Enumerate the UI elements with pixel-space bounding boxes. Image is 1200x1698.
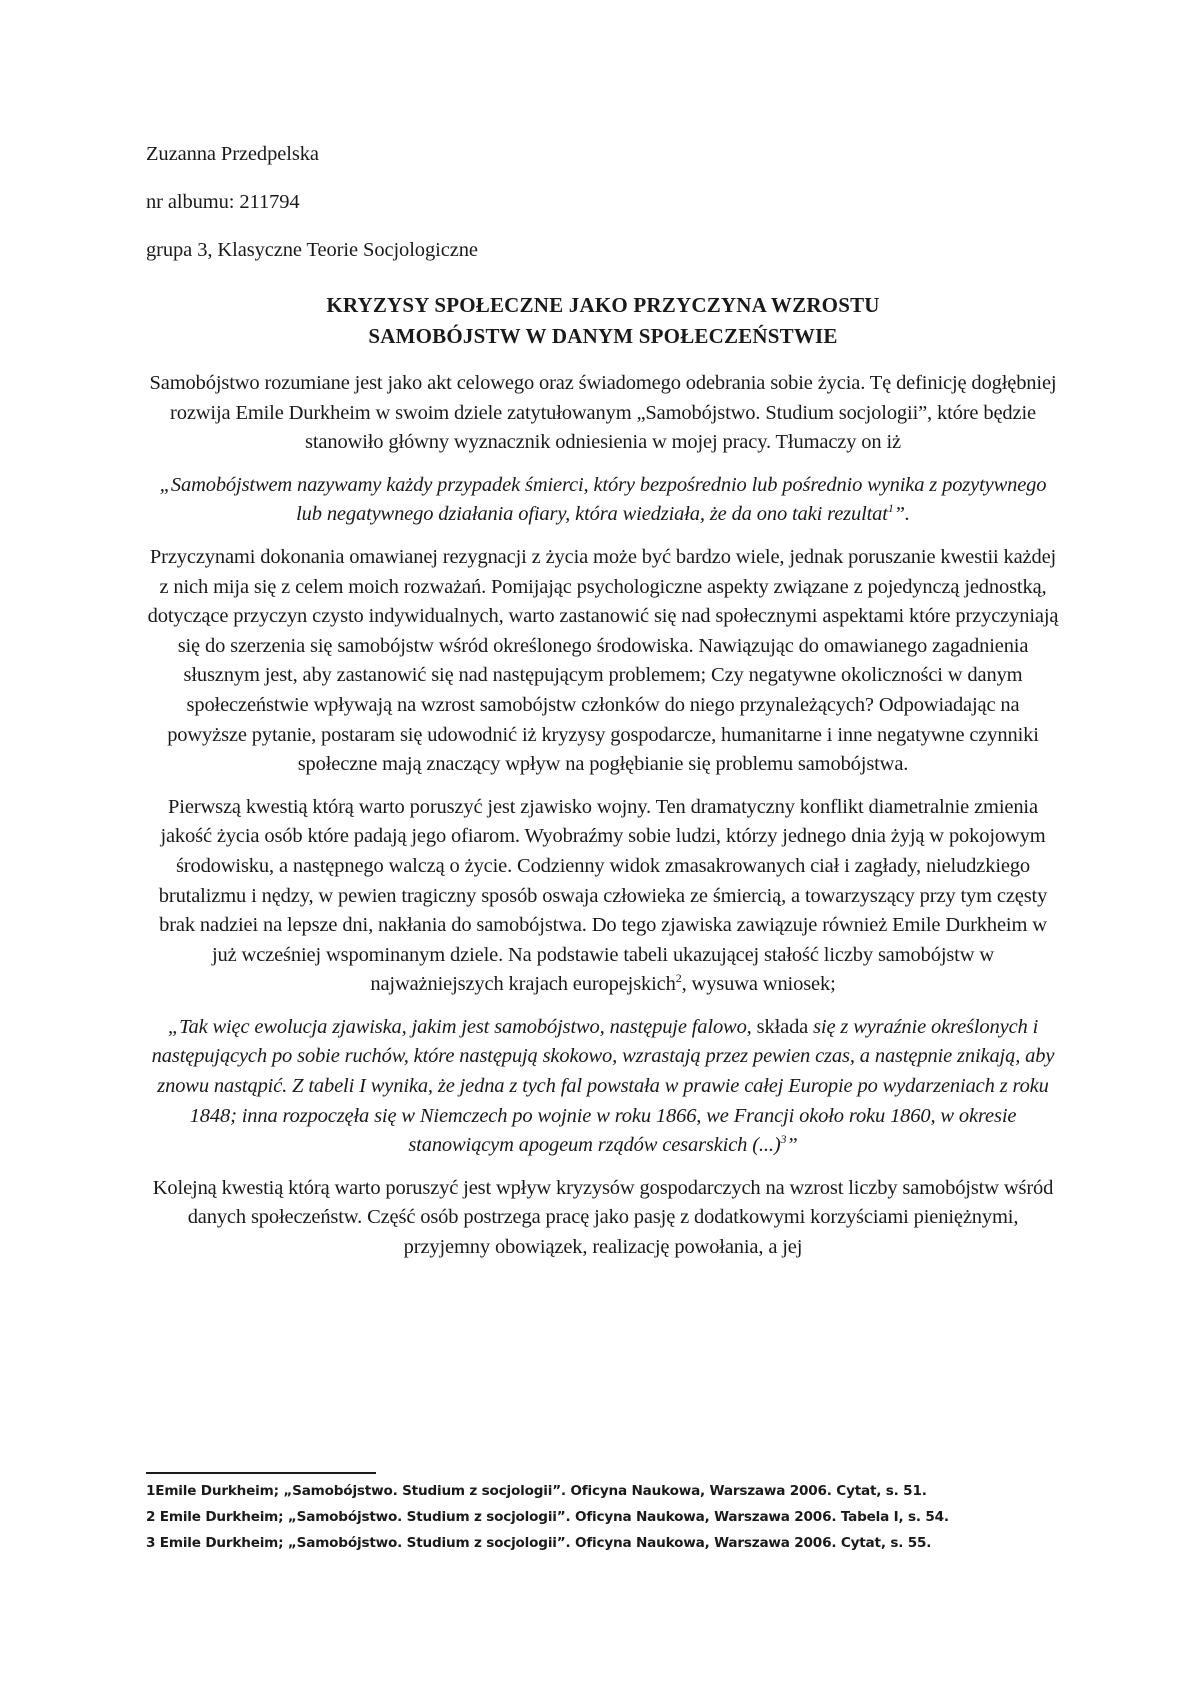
- album-number: nr albumu: 211794: [146, 191, 300, 213]
- quote-definition-text: „Samobójstwem nazywamy każdy przypadek śmierci, który bezpośrednio lub pośrednio wynika z pozytywnego lub negatywnego działania ofiary, która wiedziała, że da ono taki rezultat: [159, 473, 1047, 526]
- footnote-1: 1Emile Durkheim; „Samobójstwo. Studium z socjologii”. Oficyna Naukowa, Warszawa 2006. Cytat, s. 51.: [146, 1483, 927, 1499]
- quote-waves-part-b: składa: [756, 1015, 809, 1038]
- paragraph-causes: Przyczynami dokonania omawianej rezygnacji z życia może być bardzo wiele, jednak poruszanie kwestii każdej z nich mija się z celem moich rozważań. Pomijając psychologiczne aspekty związane z pojedynczą jednostką, dotyczące przyczyn czysto indywidualnych, warto zastanowić się nad społecznymi aspektami które przyczyniają się do szerzenia się samobójstw wśród określonego środowiska. Nawiązując do omawianego zagadnienia słusznym jest, aby zastanowić się nad następującym problemem; Czy negatywne okoliczności w danym społeczeństwie wpływają na wzrost samobójstw członków do niego przynależących? Odpowiadając na powyższe pytanie, postaram się udowodnić iż kryzysy gospodarcze, humanitarne i inne negatywne czynniki społeczne mają znaczący wpływ na pogłębianie się problemu samobójstwa.: [147, 545, 1059, 776]
- quote-waves-part-c: się z wyraźnie określonych i następujących po sobie ruchów, które następują skokowo, wzrastają przez pewien czas, a następnie znikają, aby znowu nastąpić. Z tabeli I wynika, że jedna z tych fal powstała w prawie całej Europie po wydarzeniach z roku 1848; inna rozpoczęła się w Niemczech po wojnie w roku 1866, we Francji około roku 1860, w okresie stanowiącym apogeum rządów cesarskich (...): [151, 1015, 1055, 1157]
- paragraph-intro: Samobójstwo rozumiane jest jako akt celowego oraz świadomego odebrania sobie życia. Tę definicję dogłębniej rozwija Emile Durkheim w swoim dziele zatytułowanym „Samobójstwo. Studium socjologii”, które będzie stanowiło główny wyznacznik odniesienia w mojej pracy. Tłumaczy on iż: [149, 372, 1057, 454]
- paragraph-war-text: Pierwszą kwestią którą warto poruszyć jest zjawisko wojny. Ten dramatyczny konflikt diametralnie zmienia jakość życia osób które padają jego ofiarom. Wyobraźmy sobie ludzi, którzy jednego dnia żyją w pokojowym środowisku, a następnego walczą o życie. Codzienny widok zmasakrowanych ciał i zagłady, nieludzkiego brutalizmu i nędzy, w pewien tragiczny sposób oswaja człowieka ze śmiercią, a towarzyszący przy tym częsty brak nadziei na lepsze dni, nakłania do samobójstwa. Do tego zjawiska zawiązuje również Emile Durkheim w już wcześniej wspominanym dziele. Na podstawie tabeli ukazującej stałość liczby samobójstw w najważniejszych krajach europejskich: [158, 795, 1048, 996]
- title-line-2: SAMOBÓJSTW W DANYM SPOŁECZEŃSTWIE: [368, 324, 838, 348]
- paragraph-economy: Kolejną kwestią którą warto poruszyć jest wpływ kryzysów gospodarczych na wzrost liczby samobójstw wśród danych społeczeństw. Część osób postrzega pracę jako pasję z dodatkowymi korzyściami pieniężnymi, przyjemny obowiązek, realizację powołania, a jej: [152, 1176, 1054, 1259]
- author-name: Zuzanna Przedpelska: [146, 143, 319, 165]
- footnote-3: 3 Emile Durkheim; „Samobójstwo. Studium z socjologii”. Oficyna Naukowa, Warszawa 2006. Cytat, s. 55.: [146, 1535, 932, 1551]
- paragraph-war-end: , wysuwa wniosek;: [681, 973, 836, 996]
- paragraph-war: [146, 793, 1060, 1000]
- footnote-separator: [146, 1472, 376, 1474]
- footnote-ref-1: 1: [887, 501, 894, 516]
- title-line-1: KRYZYSY SPOŁECZNE JAKO PRZYCZYNA WZROSTU: [326, 293, 880, 317]
- footnotes: [146, 1478, 949, 1556]
- document-title: [146, 290, 1060, 352]
- quote-definition: [146, 471, 1060, 530]
- quote-waves-part-a: „Tak więc ewolucja zjawiska, jakim jest samobójstwo, następuje falowo,: [167, 1015, 757, 1038]
- quote-waves-end: ”: [786, 1134, 798, 1157]
- footnote-2: 2 Emile Durkheim; „Samobójstwo. Studium z socjologii”. Oficyna Naukowa, Warszawa 2006. Tabela I, s. 54.: [146, 1509, 949, 1525]
- footnote-ref-2: 2: [675, 971, 682, 986]
- course-group: grupa 3, Klasyczne Teorie Socjologiczne: [146, 239, 478, 261]
- quote-waves: [146, 1013, 1060, 1161]
- quote-definition-end: ”.: [893, 503, 910, 526]
- footnote-ref-3: 3: [780, 1132, 787, 1147]
